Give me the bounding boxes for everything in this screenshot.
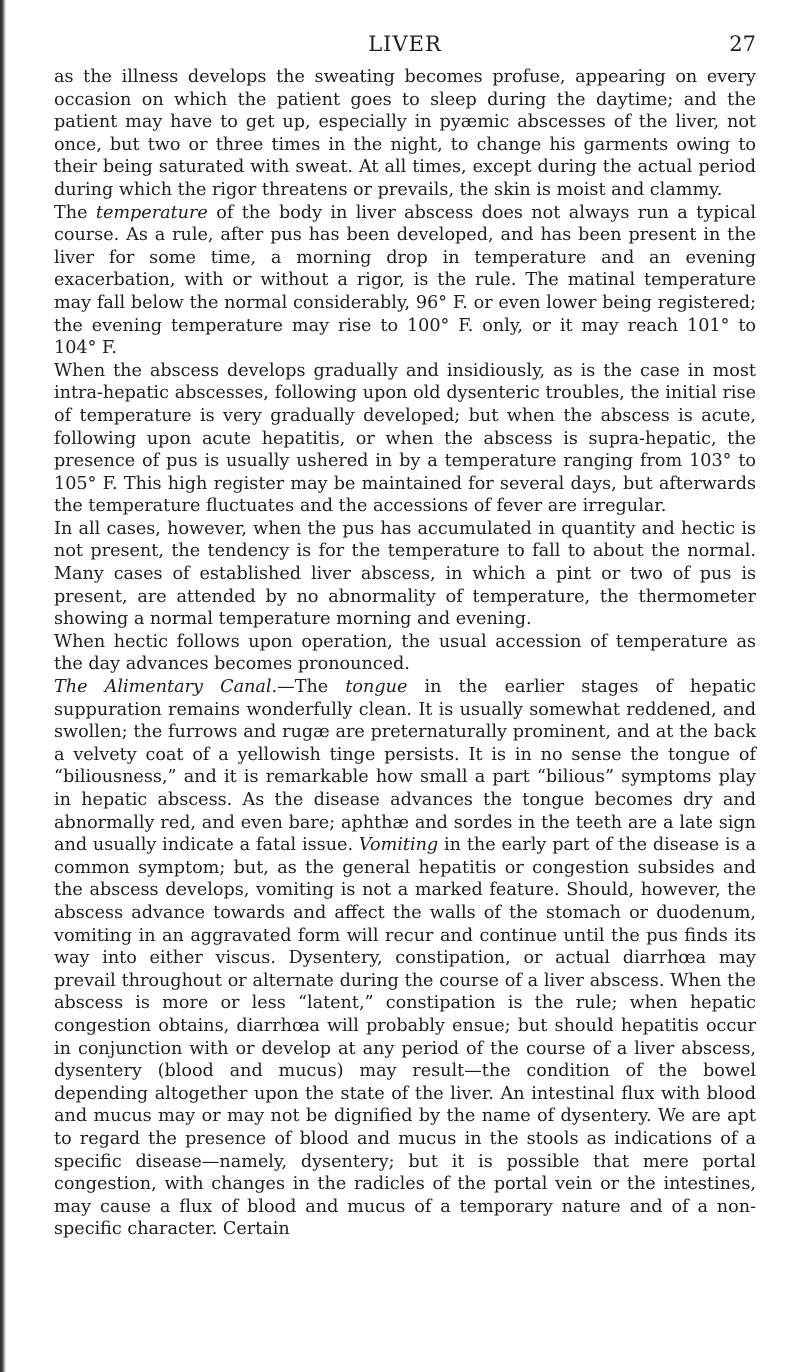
text-run: —The	[277, 677, 346, 698]
text-run: When hectic follows upon operation, the usual accession of temperature as the day advances becomes pronounced.	[54, 631, 756, 675]
book-page	[54, 22, 756, 1241]
text-run: as the illness develops the sweating becomes profuse, appearing on every occasion on which the patient goes to sleep during the daytime; and the patient may have to get up, especially in pyæmic abscesses of the liver, not once, but two or three times in the night, to change his garments owing to their being saturated with sweat. At all times, except during the actual period during which the rigor threatens or prevails, the skin is moist and clammy.	[54, 67, 756, 200]
paragraph	[54, 360, 756, 518]
running-head	[54, 22, 756, 60]
page-binding-edge	[0, 0, 6, 1372]
italic-text: The Alimentary Canal.	[54, 677, 278, 698]
italic-text: tongue	[345, 677, 408, 698]
paragraph	[54, 631, 756, 676]
text-run: In all cases, however, when the pus has accumulated in quantity and hectic is not present, the tendency is for the temperature to fall to about the normal. Many cases of established liver abscess, in which a pint or two of pus is present, are attended by no abnormality of temperature, the thermometer showing a normal temperature morning and evening.	[54, 518, 756, 630]
text-run: in the earlier stages of hepatic suppuration remains wonderfully clean. It is usually somewhat reddened, and swollen; the furrows and rugæ are preternaturally prominent, and at the back a velvety coat of a yellowish tinge persists. It is in no sense the tongue of “biliousness,” and it is remarkable how small a part “bilious” symptoms play in hepatic abscess. As the disease advances the tongue becomes dry and abnormally red, and even bare; aphthæ and sordes in the teeth are a late sign and usually indicate a fatal issue.	[54, 677, 756, 856]
text-run: The	[54, 202, 96, 223]
page-number: 27	[729, 32, 756, 56]
paragraph	[54, 518, 756, 631]
paragraph	[54, 676, 756, 1241]
italic-text: temperature	[95, 202, 208, 223]
running-title: LIVER	[368, 32, 442, 56]
paragraph	[54, 202, 756, 360]
text-run: in the early part of the disease is a common symptom; but, as the general hepatitis or congestion subsides and the abscess develops, vomiting is not a marked feature. Should, however, the abscess advance towards and affect the walls of the stomach or duodenum, vomiting in an aggravated form will recur and continue until the pus finds its way into either viscus. Dysentery, constipation, or actual diarrhœa may prevail throughout or alternate during the course of a liver abscess. When the abscess is more or less “latent,” constipation is the rule; when hepatic congestion obtains, diarrhœa will probably ensue; but should hepatitis occur in conjunction with or develop at any period of the course of a liver abscess, dysentery (blood and mucus) may result—the condition of the bowel depending altogether upon the state of the liver. An intestinal flux with blood and mucus may or may not be dignified by the name of dysentery. We are apt to regard the presence of blood and mucus in the stools as indications of a specific disease—namely, dysentery; but it is possible that mere portal congestion, with changes in the radicles of the portal vein or the intestines, may cause a flux of blood and mucus of a temporary nature and of a non-specific character. Certain	[54, 835, 756, 1240]
paragraph	[54, 66, 756, 202]
text-run: of the body in liver abscess does not always run a typical course. As a rule, after pus has been developed, and has been present in the liver for some time, a morning drop in temperature and an evening exacerbation, with or without a rigor, is the rule. The matinal temperature may fall below the normal considerably, 96° F. or even lower being registered; the evening temperature may rise to 100° F. only, or it may reach 101° to 104° F.	[54, 202, 756, 359]
italic-text: Vomiting	[358, 835, 439, 856]
text-run: When the abscess develops gradually and insidiously, as is the case in most intra-hepatic abscesses, following upon old dysenteric troubles, the initial rise of temperature is very gradually developed; but when the abscess is acute, following upon acute hepatitis, or when the abscess is supra-hepatic, the presence of pus is usually ushered in by a temperature ranging from 103° to 105° F. This high register may be maintained for several days, but afterwards the temperature fluctuates and the accessions of fever are irregular.	[54, 360, 756, 517]
body-text	[54, 66, 756, 1241]
